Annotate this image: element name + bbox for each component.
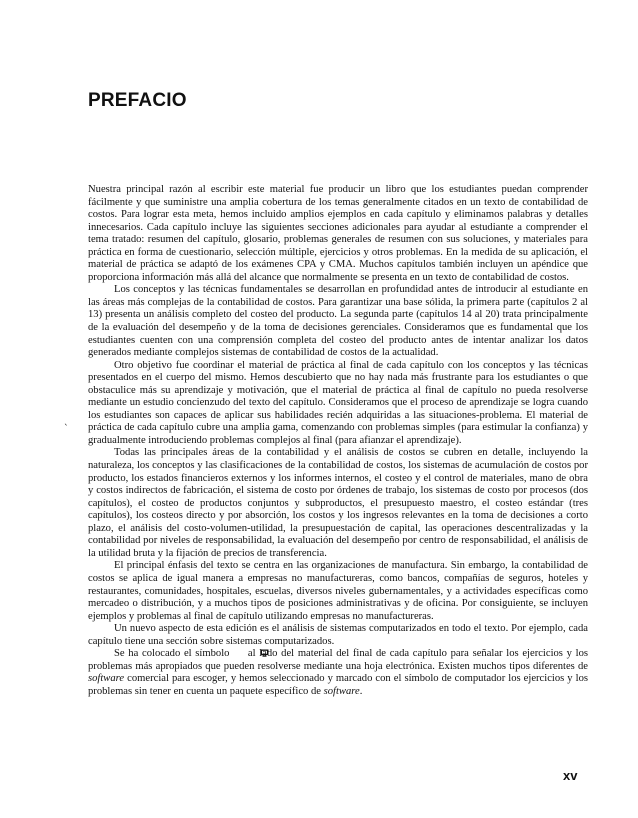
page-number: xv — [563, 768, 578, 783]
software-term-2: software — [323, 685, 360, 697]
paragraph-3: Otro objetivo fue coordinar el material de práctica al final de cada capítulo con los conceptos y las técnicas presentados en el cuerpo del mismo. Hemos descubierto que no hay nada más frustrante para los estudiantes o que obstaculice más su aprendizaje y motivación, que el material de práctica al final de capítulo no pueda resolverse mediante un estudio concienzudo del texto del capítulo. Consideramos que el proceso de aprendizaje se logra cuando los estudiantes son capaces de aplicar sus habilidades recién adquiridas a las situaciones-problema. El material de práctica de cada capítulo cubre una amplia gama, comenzando con problemas simples (para estimular la confianza) y gradualmente introduciendo problemas complejos al final (para afianzar el aprendizaje). — [88, 359, 588, 446]
paragraph-7-part-1: Se ha colocado el símbolo — [114, 648, 230, 660]
computer-icon — [234, 649, 243, 657]
software-term: software — [88, 673, 125, 685]
margin-mark: ` — [64, 424, 69, 434]
page-title: PREFACIO — [88, 90, 187, 111]
paragraph-7 — [88, 648, 588, 698]
paragraph-5: El principal énfasis del texto se centra en las organizaciones de manufactura. Sin embargo, la contabilidad de costos se aplica de igual manera a empresas no manufactureras, como bancos, compañías de seguros, hoteles y restaurantes, comunidades, hospitales, escuelas, diversos niveles gubernamentales, y a actividades específicas como mercadeo o distribución, y a muchos tipos de posiciones administrativas y de oficina. Por consiguiente, se incluyen ejemplos y problemas al final de capítulo utilizando empresas no manufactureras. — [88, 560, 588, 622]
preface-body — [88, 184, 588, 698]
paragraph-6: Un nuevo aspecto de esta edición es el análisis de sistemas computarizados en todo el texto. Por ejemplo, cada capítulo tiene una sección sobre sistemas computarizados. — [88, 623, 588, 647]
paragraph-1: Nuestra principal razón al escribir este material fue producir un libro que los estudiantes puedan comprender fácilmente y que suministre una amplia cobertura de los temas generalmente citados en un texto de contabilidad de costos. Para lograr esta meta, hemos incluido amplios ejemplos en cada capítulo y eliminamos palabras y detalles innecesarios. Cada capítulo incluye las siguientes secciones adicionales para ayudar al estudiante a comprender el tema tratado: resumen del capítulo, glosario, problemas generales de resumen con sus soluciones, y materiales para práctica en forma de cuestionario, selección múltiple, ejercicios y otros problemas. En la medida de su aplicación, el material de práctica se adaptó de los exámenes CPA y CMA. Muchos capítulos también incluyen un apéndice que proporciona información más allá del alcance que normalmente se presenta en un texto de contabilidad de costos. — [88, 184, 588, 283]
paragraph-2: Los conceptos y las técnicas fundamentales se desarrollan en profundidad antes de introducir al estudiante en las áreas más complejas de la contabilidad de costos. Para garantizar una base sólida, la primera parte (capítulos 2 al 13) presenta un análisis completo del costeo del producto. La segunda parte (capítulos 14 al 20) trata principalmente de la evaluación del desempeño y de la toma de decisiones gerenciales. Consideramos que es fundamental que los estudiantes cuenten con una comprensión completa del costeo del producto antes de intentar analizar los datos generados mediante complejos sistemas de contabilidad de costos de la actualidad. — [88, 284, 588, 359]
paragraph-7-part-2: al lado del material del final de cada capítulo para señalar los ejercicios y los problemas más apropiados que pueden resolverse mediante una hoja electrónica. Existen muchos tipos diferentes de — [88, 648, 588, 672]
paragraph-4: Todas las principales áreas de la contabilidad y el análisis de costos se cubren en detalle, incluyendo la naturaleza, los conceptos y las clasificaciones de la contabilidad de costos, los sistemas de acumulación de costos por producto, los estados financieros externos y los informes internos, el costeo y el control de materiales, mano de obra y costos indirectos de fabricación, el sistema de costo por órdenes de trabajo, los sistemas de costo por procesos (dos capítulos), el costeo de productos conjuntos y subproductos, el presupuesto maestro, el costeo estándar (tres capítulos), los costeos directo y por absorción, los costos y los ingresos relevantes en la toma de decisiones a corto plazo, el análisis del costo-volumen-utilidad, la presupuestación de capital, las operaciones descentralizadas y la contabilidad por niveles de responsabilidad, la evaluación del desempeño por centro de responsabilidad, el análisis de la utilidad bruta y la fijación de precios de transferencia. — [88, 447, 588, 559]
paragraph-7-part-3: comercial para escoger, y hemos seleccionado y marcado con el símbolo de computador los ejercicios y los problemas sin tener en cuenta un paquete específico de — [88, 673, 588, 697]
paragraph-7-end: . — [359, 685, 363, 697]
